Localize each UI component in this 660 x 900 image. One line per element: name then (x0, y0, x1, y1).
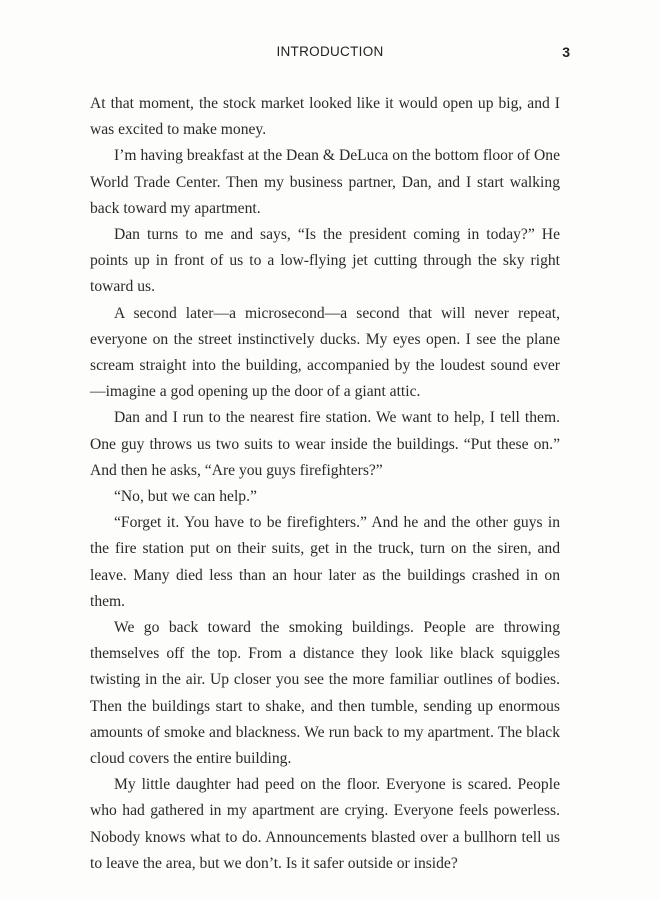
body-text (90, 91, 560, 877)
paragraph: We go back toward the smoking buildings. People are throwing themselves off the top. From a distance they look like black squiggles twisting in the air. Up closer you see the more familiar outlines of bodies. Then the buildings start to shake, and then tumble, sending up enormous amounts of smoke and blackness. We run back to my apartment. The black cloud covers the entire building. (90, 619, 560, 768)
paragraph: I’m having breakfast at the Dean & DeLuca on the bottom floor of One World Trade Center. Then my business partner, Dan, and I start walking back toward my apartment. (90, 147, 560, 217)
paragraph: Dan and I run to the nearest fire station. We want to help, I tell them. One guy throws us two suits to wear inside the buildings. “Put these on.” And then he asks, “Are you guys firefighters?” (90, 409, 560, 479)
paragraph: Dan turns to me and says, “Is the president coming in today?” He points up in front of us to a low-flying jet cutting through the sky right toward us. (90, 226, 560, 296)
paragraph: At that moment, the stock market looked like it would open up big, and I was excited to make money. (90, 95, 560, 139)
running-title: INTRODUCTION (276, 44, 384, 59)
paragraph: “No, but we can help.” (114, 488, 257, 506)
paragraph: A second later—a microsecond—a second that will never repeat, everyone on the street instinctively ducks. My eyes open. I see the plane scream straight into the building, accompanied by the loudest sound ever—imagine a god opening up the door of a giant attic. (90, 304, 560, 401)
paragraph: My little daughter had peed on the floor. Everyone is scared. People who had gathered in my apartment are crying. Everyone feels powerless. Nobody knows what to do. Announcements blasted over a bullhorn tell us to leave the area, but we don’t. Is it safer outside or inside? (90, 776, 560, 872)
running-head (90, 44, 570, 64)
page-number: 3 (562, 44, 570, 60)
paragraph: “Forget it. You have to be firefighters.” And he and the other guys in the fire station put on their suits, get in the truck, turn on the siren, and leave. Many died less than an hour later as the buildings crashed in on them. (90, 514, 560, 610)
